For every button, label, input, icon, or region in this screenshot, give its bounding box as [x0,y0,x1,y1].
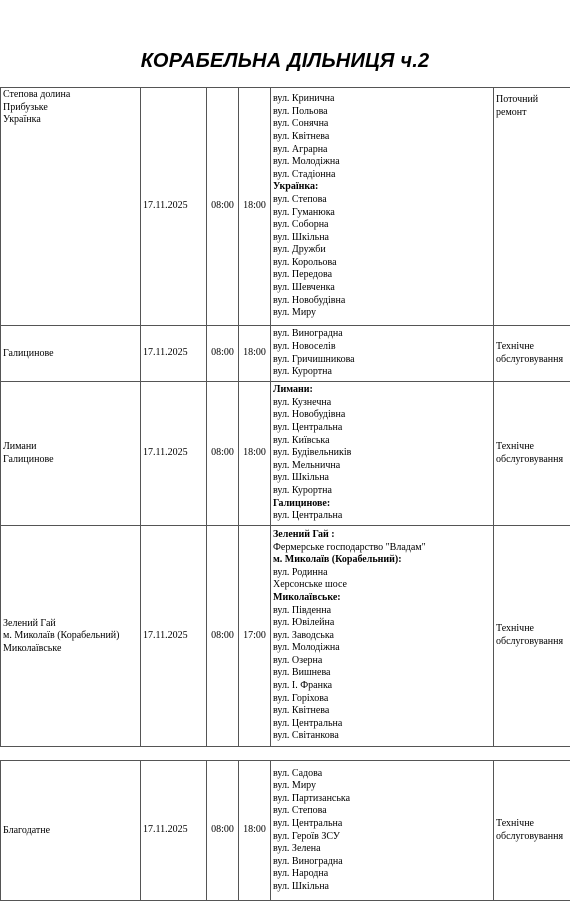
work-type-cell [494,326,570,382]
work-type-text: Поточний [496,94,570,107]
street-name: вул. Шкільна [273,881,491,894]
work-type-cell [494,526,570,747]
work-type-text: Технічне [496,441,570,454]
settlement-name: Зелений Гай [3,618,138,631]
street-name: Фермерське господарство "Владам" [273,542,491,555]
street-name: вул. Південна [273,605,491,618]
street-name: вул. Шкільна [273,472,491,485]
settlement-name: Благодатне [3,825,138,838]
work-type-text: обслуговування [496,831,570,844]
street-name: вул. Садова [273,768,491,781]
street-name: вул. Світанкова [273,730,491,743]
date-cell: 17.11.2025 [141,382,207,526]
street-name: вул. Заводська [273,630,491,643]
end-time-cell: 18:00 [239,382,271,526]
work-type-text: Технічне [496,341,570,354]
street-name: вул. Сонячна [273,118,491,131]
street-name: вул. Центральна [273,718,491,731]
start-time-cell: 08:00 [207,526,239,747]
locality-heading: Зелений Гай : [273,529,491,542]
street-name: вул. Стадіонна [273,169,491,182]
street-name: вул. Кузнечна [273,397,491,410]
locality-heading: Українка: [273,181,491,194]
streets-cell [271,526,494,747]
street-name: вул. Зелена [273,843,491,856]
end-time-cell: 18:00 [239,88,271,326]
street-name: вул. Центральна [273,818,491,831]
locality-heading: м. Миколаїв (Корабельний): [273,554,491,567]
street-name: вул. Квітнева [273,705,491,718]
date-cell: 17.11.2025 [141,326,207,382]
street-name: вул. Центральна [273,422,491,435]
settlement-cell [1,761,141,901]
settlement-cell [1,326,141,382]
street-name: вул. Шкільна [273,232,491,245]
street-name: вул. Виноградна [273,856,491,869]
street-name: вул. Молодіжна [273,156,491,169]
work-type-text: обслуговування [496,636,570,649]
outage-schedule-table [0,87,570,901]
settlement-name: Галицинове [3,348,138,361]
street-name: вул. Молодіжна [273,642,491,655]
street-name: вул. Партизанська [273,793,491,806]
locality-heading: Миколаївське: [273,592,491,605]
work-type-text: обслуговування [496,454,570,467]
settlement-cell [1,88,141,326]
settlement-name: Українка [3,114,138,127]
streets-cell [271,326,494,382]
street-name: вул. Виноградна [273,328,491,341]
street-name: вул. Центральна [273,510,491,523]
settlement-name: Степова долина [3,89,138,102]
gap-cell [207,747,239,761]
table-row [1,761,570,901]
page-title: КОРАБЕЛЬНА ДІЛЬНИЦЯ ч.2 [0,50,570,73]
date-cell: 17.11.2025 [141,526,207,747]
streets-cell [271,88,494,326]
date-cell: 17.11.2025 [141,88,207,326]
settlement-name: Прибузьке [3,102,138,115]
street-name: вул. Курортна [273,366,491,379]
gap-cell [239,747,271,761]
street-name: вул. Миру [273,780,491,793]
street-name: вул. Горіхова [273,693,491,706]
street-name: вул. Квітнева [273,131,491,144]
table-row [1,88,570,326]
date-cell: 17.11.2025 [141,761,207,901]
streets-cell [271,382,494,526]
work-type-text: Технічне [496,818,570,831]
street-name: вул. Кринична [273,93,491,106]
work-type-cell [494,88,570,326]
street-name: вул. Ювілейна [273,617,491,630]
street-name: вул. Озерна [273,655,491,668]
start-time-cell: 08:00 [207,761,239,901]
schedule-body [1,88,570,901]
table-gap [1,747,570,761]
work-type-text: ремонт [496,107,570,120]
work-type-text: обслуговування [496,354,570,367]
street-name: вул. І. Франка [273,680,491,693]
street-name: вул. Будівельників [273,447,491,460]
end-time-cell: 17:00 [239,526,271,747]
street-name: вул. Новоселів [273,341,491,354]
street-name: вул. Миру [273,307,491,320]
start-time-cell: 08:00 [207,326,239,382]
street-name: вул. Родинна [273,567,491,580]
settlement-name: Миколаївське [3,643,138,656]
street-name: вул. Гричишникова [273,354,491,367]
settlement-cell [1,526,141,747]
street-name: вул. Вишнева [273,667,491,680]
street-name: вул. Аграрна [273,144,491,157]
table-row [1,526,570,747]
start-time-cell: 08:00 [207,88,239,326]
street-name: вул. Передова [273,269,491,282]
street-name: вул. Київська [273,435,491,448]
street-name: вул. Корольова [273,257,491,270]
settlement-name: Лимани [3,441,138,454]
street-name: вул. Польова [273,106,491,119]
street-name: вул. Героїв ЗСУ [273,831,491,844]
work-type-cell [494,761,570,901]
street-name: вул. Степова [273,194,491,207]
street-name: вул. Народна [273,868,491,881]
gap-cell [271,747,494,761]
street-name: вул. Гуманюка [273,207,491,220]
street-name: Херсонське шосе [273,579,491,592]
gap-cell [494,747,570,761]
table-row [1,326,570,382]
locality-heading: Лимани: [273,384,491,397]
settlement-name: м. Миколаїв (Корабельний) [3,630,138,643]
gap-cell [141,747,207,761]
street-name: вул. Степова [273,805,491,818]
street-name: вул. Соборна [273,219,491,232]
street-name: вул. Новобудівна [273,295,491,308]
settlement-cell [1,382,141,526]
settlement-name: Галицинове [3,454,138,467]
street-name: вул. Шевченка [273,282,491,295]
streets-cell [271,761,494,901]
street-name: вул. Мельнична [273,460,491,473]
work-type-text: Технічне [496,623,570,636]
end-time-cell: 18:00 [239,761,271,901]
gap-cell [1,747,141,761]
street-name: вул. Курортна [273,485,491,498]
start-time-cell: 08:00 [207,382,239,526]
work-type-cell [494,382,570,526]
table-row [1,382,570,526]
street-name: вул. Дружби [273,244,491,257]
end-time-cell: 18:00 [239,326,271,382]
street-name: вул. Новобудівна [273,409,491,422]
locality-heading: Галицинове: [273,498,491,511]
